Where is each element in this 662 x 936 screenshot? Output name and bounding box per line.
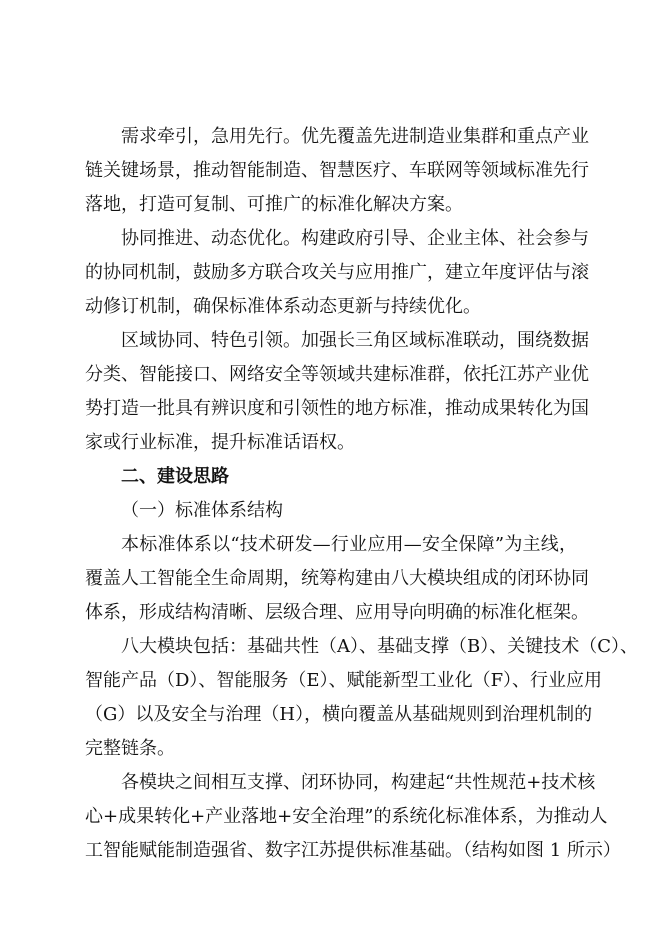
paragraph-system-line-3: 体系，形成结构清晰、层级合理、应用导向明确的标准化框架。 xyxy=(85,602,589,623)
paragraph-region-line-2: 分类、智能接口、网络安全等领域共建标准群，依托江苏产业优 xyxy=(85,364,589,385)
paragraph-support-line-2: 心+成果转化+产业落地+安全治理”的系统化标准体系，为推动人 xyxy=(85,806,608,827)
paragraph-support-line-3: 工智能赋能制造强省、数字江苏提供标准基础。（结构如图 1 所示） xyxy=(85,840,621,861)
paragraph-region-line-1: 区域协同、特色引领。加强长三角区域标准联动，围绕数据 xyxy=(121,330,589,351)
paragraph-modules-line-3: （G）以及安全与治理（H），横向覆盖从基础规则到治理机制的 xyxy=(85,704,593,725)
paragraph-demand-line-1: 需求牵引，急用先行。优先覆盖先进制造业集群和重点产业 xyxy=(121,126,589,147)
section-heading: 二、建设思路 xyxy=(121,466,229,487)
paragraph-modules-line-2: 智能产品（D）、智能服务（E）、赋能新型工业化（F）、行业应用 xyxy=(85,670,603,691)
paragraph-collab-line-1: 协同推进、动态优化。构建政府引导、企业主体、社会参与 xyxy=(121,228,589,249)
paragraph-region-line-4: 家或行业标准，提升标准话语权。 xyxy=(85,432,355,453)
paragraph-collab-line-3: 动修订机制，确保标准体系动态更新与持续优化。 xyxy=(85,296,481,317)
paragraph-system-line-2: 覆盖人工智能全生命周期，统筹构建由八大模块组成的闭环协同 xyxy=(85,568,589,589)
paragraph-system-line-1: 本标准体系以“技术研发—行业应用—安全保障”为主线， xyxy=(121,534,577,555)
paragraph-demand-line-2: 链关键场景，推动智能制造、智慧医疗、车联网等领域标准先行 xyxy=(85,160,589,181)
paragraph-demand-line-3: 落地，打造可复制、可推广的标准化解决方案。 xyxy=(85,194,463,215)
paragraph-collab-line-2: 的协同机制，鼓励多方联合攻关与应用推广，建立年度评估与滚 xyxy=(85,262,589,283)
paragraph-modules-line-1: 八大模块包括：基础共性（A）、基础支撑（B）、关键技术（C）、 xyxy=(121,636,638,657)
paragraph-support-line-1: 各模块之间相互支撑、闭环协同，构建起“共性规范+技术核 xyxy=(121,772,596,793)
paragraph-region-line-3: 势打造一批具有辨识度和引领性的地方标准，推动成果转化为国 xyxy=(85,398,589,419)
paragraph-modules-line-4: 完整链条。 xyxy=(85,738,175,759)
subsection-heading: （一）标准体系结构 xyxy=(121,500,283,521)
